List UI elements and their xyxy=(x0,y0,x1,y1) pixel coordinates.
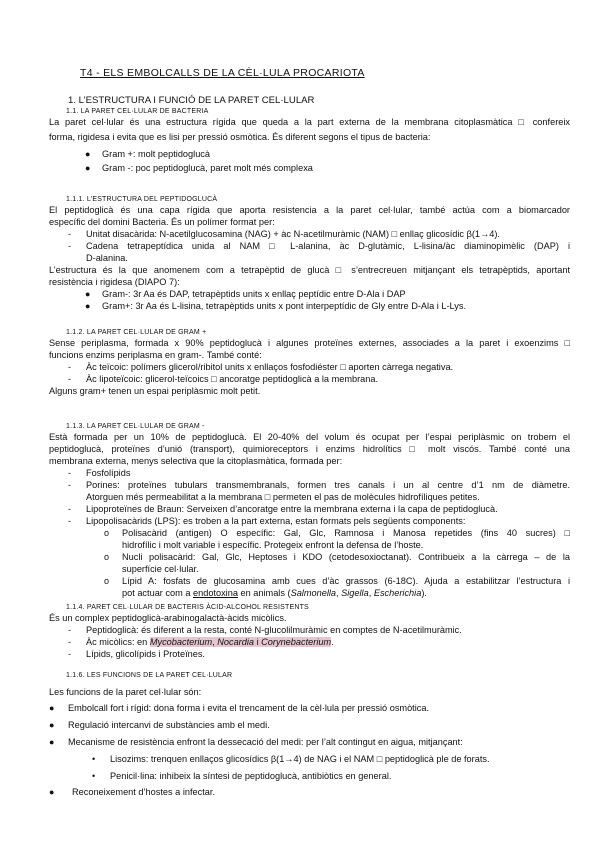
list-item: Nucli polisacàrid: Gal, Glc, Heptoses i KDO (cetodesoxioctanat). Contribueix a la càrrega – de la xyxy=(122,552,570,562)
dash-marker: - xyxy=(68,229,71,239)
list-item: Reconeixement d’hostes a infectar. xyxy=(72,787,215,797)
list-item: Atorguen més permeabilitat a la membrana □ permeten el pas de molècules hidrofíliques petites. xyxy=(86,492,480,502)
paragraph-line: resistència i rigidesa (DIAPO 7): xyxy=(49,277,180,287)
paragraph-line: El peptidoglicà és una capa rígida que aporta resistencia a la paret cel·lular, també actúa com a biomarcador xyxy=(49,205,570,215)
list-item: hidrofílic i molt variable i específic. Protegeix enfront la defensa de l’hoste. xyxy=(122,540,424,550)
list-item xyxy=(122,588,427,599)
list-item: Penicil·lina: inhibeix la síntesi de peptidoglucà, antibiòtics en general. xyxy=(110,771,392,781)
page-title: T4 - ELS EMBOLCALLS DE LA CÈL·LULA PROCARIOTA xyxy=(80,67,365,79)
subsection-heading: 1.1. LA PARET CEL·LULAR DE BACTERIA xyxy=(66,108,209,115)
list-item: Lipopolisacàrids (LPS): es troben a la part externa, estan formats pels següents components: xyxy=(86,516,466,526)
paragraph-line: És un complex peptidoglicà-arabinogalactà-àcids micòlics. xyxy=(49,613,287,623)
paragraph-line: forma, rigidesa i evita que es lisi per pressió osmòtica. És diferent segons el tipus de bacteria: xyxy=(49,132,431,142)
paragraph-line: Està formada per un 10% de peptidoglucà. El 20-40% del volum és ocupat per l’espai periplàsmic on trobem el xyxy=(49,432,570,442)
paragraph-line: La paret cel·lular és una estructura rígida que queda a la part externa de la membrana citoplasmàtica □ confereix xyxy=(49,117,570,127)
list-item: Unitat disacàrida: N-acetilglucosamina (NAG) + àc N-acetilmuràmic (NAM) □ enllaç glicosídic β(1→4). xyxy=(86,229,500,239)
paragraph-line: Les funcions de la paret cel·lular són: xyxy=(49,687,202,697)
bullet-dot: • xyxy=(92,754,96,764)
list-item xyxy=(86,637,334,648)
bullet-dot: ● xyxy=(49,737,55,747)
genus-highlight: Mycobacterium xyxy=(149,637,213,647)
subsection-heading: 1.1.3. LA PARET CEL·LULAR DE GRAM - xyxy=(66,423,205,430)
bullet-dot: ● xyxy=(85,163,91,173)
list-item: Lípid A: fosfats de glucosamina amb cues d’àc grassos (6-18C). Ajuda a estabilitzar l’estructura i xyxy=(122,576,570,586)
dash-marker: - xyxy=(68,374,71,384)
paragraph-line: funcions enzims periplasma en gram-. També conté: xyxy=(49,350,262,360)
circle-marker: o xyxy=(104,528,110,538)
text-run: ). xyxy=(421,588,427,598)
subsection-heading: 1.1.4. PARET CEL·LULAR DE BACTERIS ÀCID-ALCOHOL RESISTENTS xyxy=(66,604,309,611)
list-item: Lípids, glicolípids i Proteïnes. xyxy=(86,649,205,659)
bullet-dot: ● xyxy=(49,720,55,730)
paragraph-line: específic del domini Bacteria. És un polímer format per: xyxy=(49,217,275,227)
genus-highlight: Corynebacterium xyxy=(261,637,332,647)
paragraph-line: peptidoglucà, proteïnes d’unió (transport), quimioreceptors i enzims hidrolítics □ molt viscós. També conté una xyxy=(49,444,570,454)
list-item: superfície cel·lular. xyxy=(122,564,199,574)
species-name: Escherichia xyxy=(373,588,422,598)
bullet-dot: ● xyxy=(85,289,91,299)
endotoxina-term: endotoxina xyxy=(192,588,238,598)
subsection-heading: 1.1.6. LES FUNCIONS DE LA PARET CEL·LULAR xyxy=(66,672,233,679)
species-name: Salmonella xyxy=(290,588,337,598)
list-item: Embolcall fort i rígid: dona forma i evita el trencament de la cèl·lula per pressió osmòtica. xyxy=(68,703,430,713)
list-item: Gram +: molt peptidoglucà xyxy=(102,149,211,159)
list-item: Polisacàrid (antigen) O específic: Gal, Glc, Ramnosa i Manosa repetides (fins 40 sucres) □ xyxy=(122,528,570,538)
genus-highlight: Nocardia xyxy=(217,637,255,647)
species-name: Sigella xyxy=(341,588,369,598)
dash-marker: - xyxy=(68,241,71,251)
text-run: , xyxy=(336,588,342,598)
paragraph-line: L’estructura és la que anomenem com a tetrapèptid de glucà □ s’entrecreuen mitjançant els tetrapèptids, aportant xyxy=(49,265,570,275)
list-item: Gram-: 3r Aa és DAP, tetrapèptids units x enllaç peptídic entre D-Ala i DAP xyxy=(102,289,406,299)
paragraph-line: Sense periplasma, formada x 90% peptidoglucà i algunes proteïnes externes, associades a la paret i exoenzims □ xyxy=(49,338,570,348)
bullet-dot: ● xyxy=(85,149,91,159)
subsection-heading: 1.1.2. LA PARET CEL·LULAR DE GRAM + xyxy=(66,329,207,336)
circle-marker: o xyxy=(104,552,110,562)
dash-marker: - xyxy=(68,649,71,659)
bullet-dot: ● xyxy=(85,301,91,311)
text-run: i xyxy=(254,637,262,647)
list-item: D-alanina. xyxy=(86,253,128,263)
circle-marker: o xyxy=(104,576,110,586)
dash-marker: - xyxy=(68,362,71,372)
text-run: pot actuar com a xyxy=(122,588,193,598)
list-item: Mecanisme de resistència enfront la dessecació del medi: per l’alt contingut en aigua, mitjançant: xyxy=(68,737,463,747)
bullet-dot: • xyxy=(92,771,96,781)
dash-marker: - xyxy=(68,468,71,478)
list-item: Àc teïcoic: polímers glicerol/ribitol units x enllaços fosfodiéster □ aporten càrrega negativa. xyxy=(86,362,454,372)
paragraph-line: membrana externa, menys selectiva que la citoplasmàtica, formada per: xyxy=(49,456,343,466)
dash-marker: - xyxy=(68,480,71,490)
dash-marker: - xyxy=(68,637,71,647)
list-item: Cadena tetrapeptídica unida al NAM □ L-alanina, àc D-glutàmic, L-lisina/àc diaminopimèlic (DAP) i xyxy=(86,241,570,251)
list-item: Fosfolípids xyxy=(86,468,131,478)
bullet-dot: ● xyxy=(49,703,55,713)
paragraph-line: Alguns gram+ tenen un espai periplàsmic molt petit. xyxy=(49,386,261,396)
dash-marker: - xyxy=(68,516,71,526)
text-run: en animals ( xyxy=(237,588,291,598)
list-item: Àc lipoteïcoic: glicerol-teïcoics □ ancoratge peptidoglicà a la membrana. xyxy=(86,374,379,384)
list-item: Regulació intercanvi de substàncies amb el medi. xyxy=(68,720,270,730)
text-run: . xyxy=(331,637,334,647)
list-item: Peptidoglicà: és diferent a la resta, conté N-glucolilmuràmic en comptes de N-acetilmuràmic. xyxy=(86,625,462,635)
list-item: Porines: proteïnes tubulars transmembranals, formen tres canals i un al centre d’1 nm de diàmetre. xyxy=(86,480,570,490)
text-run: , xyxy=(368,588,374,598)
subsection-heading: 1.1.1. L’ESTRUCTURA DEL PEPTIDOGLUCÀ xyxy=(66,196,218,203)
dash-marker: - xyxy=(68,504,71,514)
dash-marker: - xyxy=(68,625,71,635)
list-item: Gram -: poc peptidoglucà, paret molt més complexa xyxy=(102,163,313,173)
section-heading: 1. L’ESTRUCTURA I FUNCIÓ DE LA PARET CEL·LULAR xyxy=(68,95,315,106)
text-run: , xyxy=(212,637,218,647)
list-item: Gram+: 3r Aa és L-lisina, tetrapèptids units x pont interpeptídic de Gly entre D-Ala i L-Lys. xyxy=(102,301,467,311)
bullet-dot: ● xyxy=(49,787,55,797)
text-run: Àc micòlics: en xyxy=(86,637,150,647)
list-item: Lipoproteïnes de Braun: Serveixen d’ancoratge entre la membrana externa i la capa de peptidoglucà. xyxy=(86,504,498,514)
list-item: Lisozims: trenquen enllaços glicosídics β(1→4) de NAG i el NAM □ peptidoglicà ple de forats. xyxy=(110,754,490,764)
